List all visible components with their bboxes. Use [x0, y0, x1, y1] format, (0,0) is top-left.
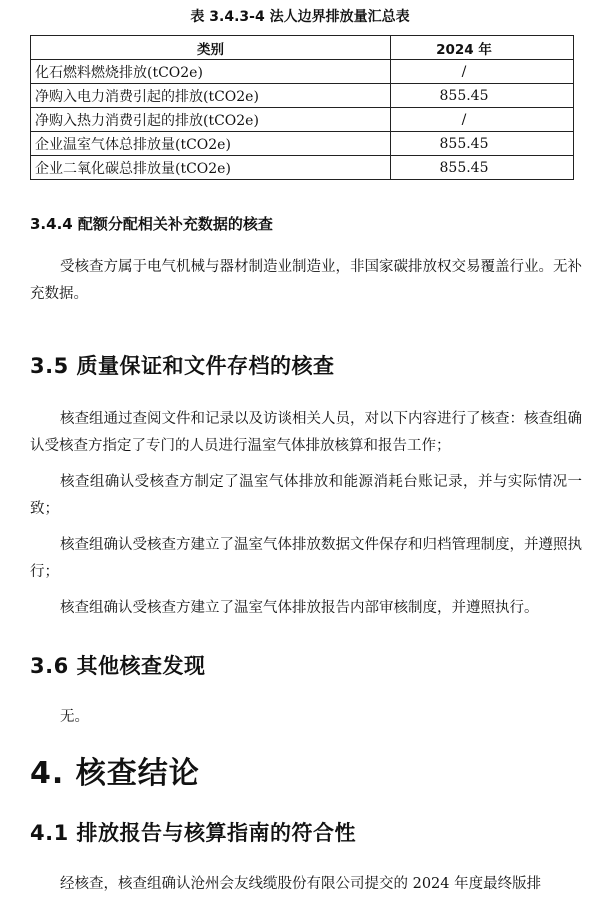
column-header-category: 类别	[31, 36, 391, 60]
paragraph-3-6: 无。	[60, 709, 89, 725]
emissions-summary-table	[30, 35, 574, 180]
section-heading-3-6: 3.6 其他核查发现	[30, 654, 206, 678]
table-row	[31, 84, 574, 108]
table-row	[31, 156, 574, 180]
table-header-row	[31, 36, 574, 60]
table-row	[31, 132, 574, 156]
table-cell-value: 855.45	[391, 156, 574, 180]
table-row	[31, 60, 574, 84]
table-cell-category: 企业温室气体总排放量(tCO2e)	[31, 132, 391, 156]
table-caption: 表 3.4.3-4 法人边界排放量汇总表	[190, 9, 410, 25]
chapter-heading-4: 4. 核查结论	[30, 756, 200, 791]
section-heading-3-4-4: 3.4.4 配额分配相关补充数据的核查	[30, 215, 273, 233]
table-cell-category: 化石燃料燃烧排放(tCO2e)	[31, 60, 391, 84]
table-cell-value: 855.45	[391, 132, 574, 156]
paragraph-3-5-1: 核查组通过查阅文件和记录以及访谈相关人员，对以下内容进行了核查：核查组确认受核查方指定了专门的人员进行温室气体排放核算和报告工作；	[30, 411, 582, 454]
paragraph-3-5-4: 核查组确认受核查方建立了温室气体排放报告内部审核制度，并遵照执行。	[60, 600, 539, 616]
table-cell-value: /	[391, 60, 574, 84]
table-row	[31, 108, 574, 132]
column-header-year: 2024 年	[391, 36, 574, 60]
table-cell-category: 净购入热力消费引起的排放(tCO2e)	[31, 108, 391, 132]
paragraph-3-5-2: 核查组确认受核查方制定了温室气体排放和能源消耗台账记录，并与实际情况一致；	[30, 474, 582, 517]
paragraph-4-1: 经核查，核查组确认沧州会友线缆股份有限公司提交的 2024 年度最终版排	[60, 876, 542, 892]
paragraph-3-4-4: 受核查方属于电气机械与器材制造业制造业，非国家碳排放权交易覆盖行业。无补充数据。	[30, 259, 582, 302]
table-cell-category: 净购入电力消费引起的排放(tCO2e)	[31, 84, 391, 108]
section-heading-3-5: 3.5 质量保证和文件存档的核查	[30, 354, 335, 378]
paragraph-3-5-3: 核查组确认受核查方建立了温室气体排放数据文件保存和归档管理制度，并遵照执行；	[30, 537, 582, 580]
table-cell-value: 855.45	[391, 84, 574, 108]
section-heading-4-1: 4.1 排放报告与核算指南的符合性	[30, 821, 357, 845]
table-cell-value: /	[391, 108, 574, 132]
table-cell-category: 企业二氧化碳总排放量(tCO2e)	[31, 156, 391, 180]
